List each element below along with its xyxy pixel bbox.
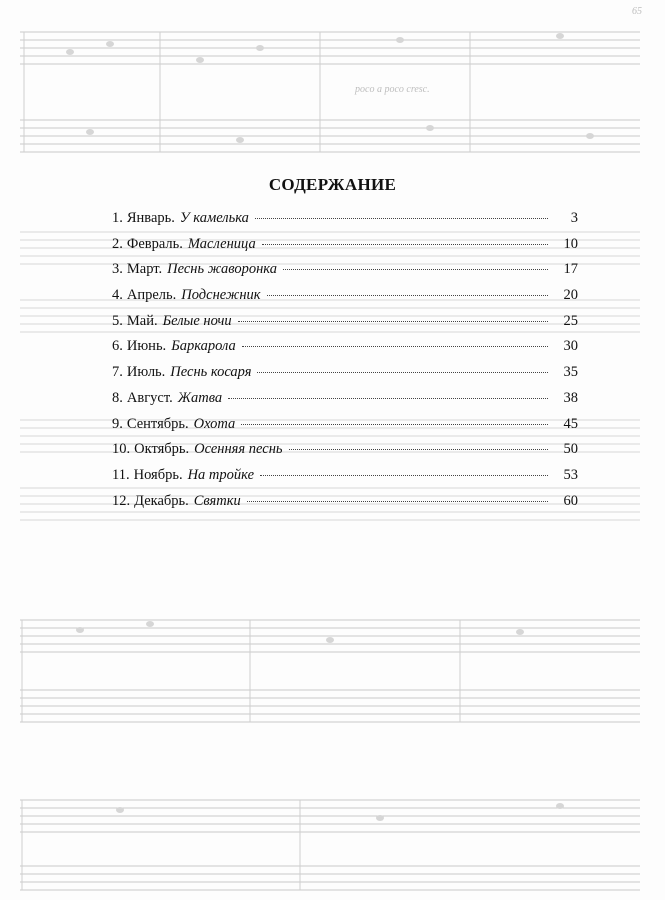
ghost-corner-number: 65 bbox=[632, 6, 642, 17]
entry-page-number: 60 bbox=[563, 492, 578, 509]
toc-entry bbox=[112, 287, 578, 313]
dot-leader bbox=[247, 501, 548, 502]
entry-piece-title: Песнь жаворонка bbox=[167, 261, 277, 278]
table-of-contents bbox=[112, 210, 578, 518]
entry-piece-title: Жатва bbox=[177, 389, 223, 406]
entry-page-number: 38 bbox=[563, 389, 578, 406]
ghost-tempo-mark: poco a poco cresc. bbox=[355, 84, 430, 95]
toc-entry bbox=[112, 416, 578, 442]
toc-entry bbox=[112, 441, 578, 467]
entry-piece-title: На тройке bbox=[187, 466, 255, 483]
dot-leader bbox=[257, 372, 548, 373]
entry-piece-title: Святки bbox=[193, 492, 241, 509]
entry-piece-title: Осенняя песнь bbox=[194, 441, 283, 458]
entry-piece-title: Подснежник bbox=[181, 287, 261, 304]
page-title: СОДЕРЖАНИЕ bbox=[268, 175, 397, 194]
entry-piece-title: Охота bbox=[193, 415, 236, 432]
entry-number: 6. bbox=[112, 338, 123, 355]
entry-page-number: 35 bbox=[563, 364, 578, 381]
toc-entry bbox=[112, 467, 578, 493]
entry-number: 11. bbox=[112, 466, 130, 483]
entry-month: Март. bbox=[126, 261, 163, 278]
entry-month: Апрель. bbox=[126, 287, 177, 304]
entry-month: Август. bbox=[126, 389, 173, 406]
toc-entry bbox=[112, 313, 578, 339]
entry-page-number: 17 bbox=[563, 261, 578, 278]
entry-number: 12. bbox=[112, 492, 131, 509]
dot-leader bbox=[260, 475, 548, 476]
entry-piece-title: Баркарола bbox=[171, 338, 236, 355]
entry-month: Январь. bbox=[126, 210, 175, 226]
entry-month: Июль. bbox=[126, 364, 166, 381]
ghost-staff-top bbox=[20, 6, 642, 152]
dot-leader bbox=[289, 449, 548, 450]
dot-leader bbox=[242, 346, 548, 347]
entry-number: 5. bbox=[112, 312, 123, 329]
entry-page-number: 50 bbox=[563, 441, 578, 458]
entry-number: 3. bbox=[112, 261, 123, 278]
dot-leader bbox=[238, 321, 548, 322]
entry-page-number: 53 bbox=[563, 466, 578, 483]
toc-entry bbox=[112, 364, 578, 390]
entry-page-number: 20 bbox=[563, 287, 578, 304]
entry-page-number: 10 bbox=[563, 235, 578, 252]
entry-month: Май. bbox=[126, 312, 158, 329]
toc-entry bbox=[112, 261, 578, 287]
entry-month: Декабрь. bbox=[134, 492, 189, 509]
entry-page-number: 45 bbox=[563, 415, 578, 432]
entry-number: 4. bbox=[112, 287, 123, 304]
toc-entry bbox=[112, 210, 578, 236]
entry-month: Ноябрь. bbox=[133, 466, 183, 483]
entry-number: 10. bbox=[112, 441, 131, 458]
entry-page-number: 3 bbox=[570, 210, 578, 226]
entry-page-number: 30 bbox=[563, 338, 578, 355]
dot-leader bbox=[255, 218, 548, 219]
ghost-staff-bottom bbox=[20, 620, 640, 890]
dot-leader bbox=[262, 244, 548, 245]
entry-page-number: 25 bbox=[563, 312, 578, 329]
entry-month: Октябрь. bbox=[134, 441, 190, 458]
toc-entry bbox=[112, 390, 578, 416]
entry-number: 2. bbox=[112, 235, 123, 252]
toc-entry bbox=[112, 338, 578, 364]
entry-number: 8. bbox=[112, 389, 123, 406]
entry-piece-title: У камелька bbox=[179, 210, 249, 226]
entry-month: Сентябрь. bbox=[126, 415, 189, 432]
entry-number: 9. bbox=[112, 415, 123, 432]
entry-piece-title: Белые ночи bbox=[162, 312, 232, 329]
entry-piece-title: Масленица bbox=[187, 235, 256, 252]
dot-leader bbox=[267, 295, 548, 296]
entry-month: Июнь. bbox=[126, 338, 167, 355]
entry-piece-title: Песнь косаря bbox=[170, 364, 252, 381]
entry-number: 7. bbox=[112, 364, 123, 381]
dot-leader bbox=[228, 398, 548, 399]
entry-number: 1. bbox=[112, 210, 123, 226]
toc-entry bbox=[112, 493, 578, 519]
dot-leader bbox=[283, 269, 548, 270]
toc-entry bbox=[112, 236, 578, 262]
entry-month: Февраль. bbox=[126, 235, 183, 252]
dot-leader bbox=[241, 424, 548, 425]
